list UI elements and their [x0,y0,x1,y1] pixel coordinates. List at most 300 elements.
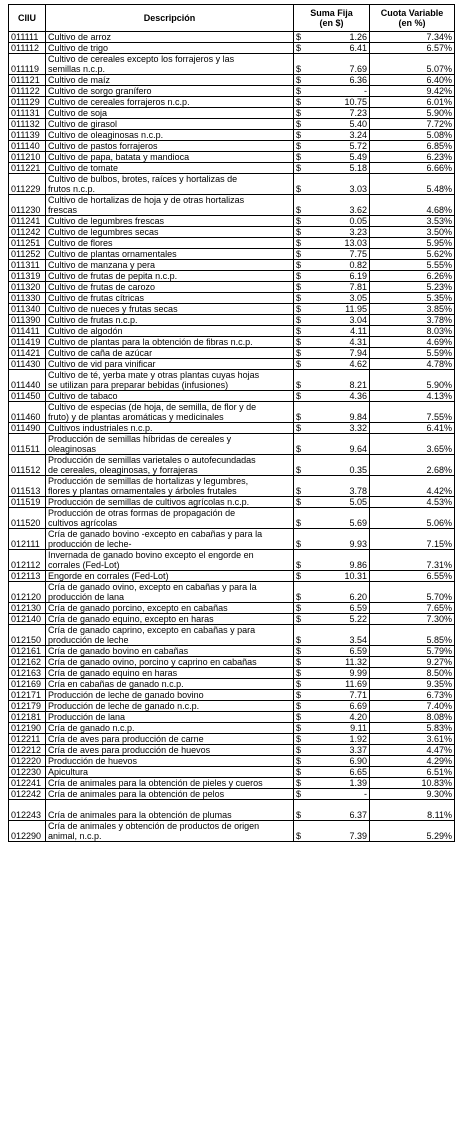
currency-symbol: $ [294,476,310,497]
description-cell [46,423,294,434]
table-body [9,32,455,842]
currency-symbol: $ [294,195,310,216]
ciiu-code-cell: 012140 [9,614,46,625]
description-cell [46,271,294,282]
table-row [9,315,455,326]
table-row [9,690,455,701]
table-row [9,238,455,249]
ciiu-code-cell: 011132 [9,119,46,130]
cuota-variable-cell: 4.42% [370,476,455,497]
suma-fija-cell: 8.21 [310,370,370,391]
suma-fija-cell: 3.03 [310,174,370,195]
ciiu-code-cell: 012111 [9,529,46,550]
suma-fija-cell: 4.62 [310,359,370,370]
suma-fija-cell: - [310,789,370,800]
description-cell [46,370,294,391]
description-cell [46,227,294,238]
table-row [9,778,455,789]
table-row [9,391,455,402]
ciiu-code-cell: 012163 [9,668,46,679]
table-row [9,370,455,391]
table-row [9,337,455,348]
cuota-variable-cell: 3.50% [370,227,455,238]
description-line: Cría de ganado bovino -excepto en cabañas y para la [48,529,263,539]
description-line: Cultivo de arroz [48,32,112,42]
ciiu-code-cell: 011490 [9,423,46,434]
description-line: Cultivo de pastos forrajeros [48,141,158,151]
cuota-variable-cell: 5.48% [370,174,455,195]
description-cell [46,789,294,800]
description-line: Cría de ganado caprino, excepto en cabañas y para [48,625,256,635]
description-line: Cultivo de oleaginosas n.c.p. [48,130,164,140]
table-row [9,174,455,195]
cuota-variable-cell: 6.23% [370,152,455,163]
suma-fija-cell: 0.35 [310,455,370,476]
currency-symbol: $ [294,402,310,423]
description-cell [46,734,294,745]
ciiu-code-cell: 011129 [9,97,46,108]
description-cell [46,32,294,43]
currency-symbol: $ [294,497,310,508]
table-row [9,508,455,529]
table-row [9,75,455,86]
currency-symbol: $ [294,216,310,227]
ciiu-code-cell: 012112 [9,550,46,571]
cuota-variable-cell: 5.06% [370,508,455,529]
ciiu-code-cell: 011440 [9,370,46,391]
currency-symbol: $ [294,690,310,701]
description-line: Cultivo de nueces y frutas secas [48,304,178,314]
table-row [9,32,455,43]
ciiu-code-cell: 012169 [9,679,46,690]
description-cell [46,326,294,337]
currency-symbol: $ [294,745,310,756]
description-cell [46,304,294,315]
ciiu-code-cell: 012162 [9,657,46,668]
description-cell [46,97,294,108]
cuota-variable-cell: 4.29% [370,756,455,767]
currency-symbol: $ [294,54,310,75]
description-cell [46,614,294,625]
description-line: Cría de ganado equino en haras [48,668,178,678]
cuota-variable-cell: 5.08% [370,130,455,141]
table-row [9,789,455,800]
description-line: animal, n.c.p. [48,831,102,841]
currency-symbol: $ [294,734,310,745]
cuota-variable-cell: 7.30% [370,614,455,625]
table-row [9,216,455,227]
cuota-variable-cell: 4.69% [370,337,455,348]
table-row [9,723,455,734]
currency-symbol: $ [294,348,310,359]
currency-symbol: $ [294,455,310,476]
cuota-variable-cell: 5.62% [370,249,455,260]
ciiu-code-cell: 011330 [9,293,46,304]
suma-fija-cell: 6.90 [310,756,370,767]
ciiu-code-cell: 011112 [9,43,46,54]
ciiu-code-cell: 011311 [9,260,46,271]
suma-fija-cell: 6.37 [310,800,370,821]
ciiu-code-cell: 011319 [9,271,46,282]
description-cell [46,282,294,293]
description-line: Cultivo de bulbos, brotes, raíces y hortalizas de [48,174,238,184]
currency-symbol: $ [294,337,310,348]
currency-symbol: $ [294,434,310,455]
ciiu-code-cell: 011513 [9,476,46,497]
description-line: producción de leche [48,635,129,645]
cuota-variable-cell: 4.13% [370,391,455,402]
suma-fija-cell: 11.69 [310,679,370,690]
ciiu-code-cell: 012212 [9,745,46,756]
description-line: Cultivo de té, yerba mate y otras plantas cuyas hojas [48,370,260,380]
table-row [9,163,455,174]
suma-fija-cell: 3.37 [310,745,370,756]
currency-symbol: $ [294,315,310,326]
description-line: Cría de animales para la obtención de pieles y cueros [48,778,263,788]
cuota-variable-cell: 6.01% [370,97,455,108]
ciiu-code-cell: 011411 [9,326,46,337]
description-cell [46,75,294,86]
suma-fija-cell: 6.19 [310,271,370,282]
suma-fija-cell: 9.99 [310,668,370,679]
currency-symbol: $ [294,249,310,260]
description-line: Cultivo de caña de azúcar [48,348,153,358]
currency-symbol: $ [294,282,310,293]
cuota-variable-cell: 5.59% [370,348,455,359]
suma-fija-cell: 1.39 [310,778,370,789]
description-line: Cultivo de tabaco [48,391,118,401]
table-row [9,304,455,315]
currency-symbol: $ [294,423,310,434]
description-line: Cultivo de maíz [48,75,111,85]
description-cell [46,238,294,249]
description-cell [46,690,294,701]
description-line: Cultivo de vid para vinificar [48,359,156,369]
cuota-variable-cell: 6.55% [370,571,455,582]
ciiu-code-cell: 012179 [9,701,46,712]
suma-fija-cell: 5.40 [310,119,370,130]
cuota-variable-cell: 5.85% [370,625,455,646]
cuota-variable-cell: 3.53% [370,216,455,227]
ciiu-code-cell: 011390 [9,315,46,326]
description-cell [46,497,294,508]
ciiu-code-cell: 011511 [9,434,46,455]
currency-symbol: $ [294,370,310,391]
table-row [9,227,455,238]
suma-fija-cell: 7.69 [310,54,370,75]
table-row [9,767,455,778]
table-row [9,86,455,97]
description-line: Cría de aves para producción de carne [48,734,204,744]
table-row [9,97,455,108]
table-row [9,821,455,842]
cuota-variable-cell: 6.51% [370,767,455,778]
description-line: Cría en cabañas de ganado n.c.p. [48,679,184,689]
ciiu-code-cell: 012161 [9,646,46,657]
table-row [9,434,455,455]
description-cell [46,216,294,227]
table-row [9,476,455,497]
currency-symbol: $ [294,723,310,734]
description-line [48,800,291,810]
currency-symbol: $ [294,821,310,842]
description-cell [46,701,294,712]
cuota-variable-cell: 4.47% [370,745,455,756]
suma-fija-cell: 4.11 [310,326,370,337]
table-header-row [9,5,455,32]
cuota-variable-cell: 4.53% [370,497,455,508]
table-row [9,455,455,476]
cuota-variable-cell: 6.41% [370,423,455,434]
description-line: cultivos agrícolas [48,518,118,528]
suma-fija-cell: 5.49 [310,152,370,163]
currency-symbol: $ [294,778,310,789]
cuota-variable-cell: 8.08% [370,712,455,723]
table-row [9,43,455,54]
suma-fija-cell: 6.69 [310,701,370,712]
ciiu-code-cell: 012241 [9,778,46,789]
table-row [9,625,455,646]
cuota-variable-cell: 5.35% [370,293,455,304]
description-line: Producción de semillas de hortalizas y legumbres, [48,476,249,486]
suma-fija-cell: 4.20 [310,712,370,723]
cuota-variable-cell: 8.11% [370,800,455,821]
description-cell [46,195,294,216]
description-cell [46,800,294,821]
description-line: Producción de huevos [48,756,138,766]
cuota-variable-cell: 5.90% [370,108,455,119]
table-row [9,571,455,582]
table-row [9,293,455,304]
description-cell [46,455,294,476]
currency-symbol: $ [294,657,310,668]
description-line: flores y plantas ornamentales y árboles frutales [48,486,237,496]
description-line: frutos n.c.p. [48,184,96,194]
table-row [9,152,455,163]
table-row [9,701,455,712]
currency-symbol: $ [294,756,310,767]
description-cell [46,529,294,550]
header-descripcion: Descripción [46,5,294,32]
description-cell [46,108,294,119]
cuota-variable-cell: 3.85% [370,304,455,315]
suma-fija-cell: 9.84 [310,402,370,423]
header-suma-fija-line2: (en $) [319,18,344,28]
suma-fija-cell: 3.62 [310,195,370,216]
suma-fija-cell: 5.69 [310,508,370,529]
table-row [9,614,455,625]
description-line: Cultivo de frutas de carozo [48,282,156,292]
ciiu-code-cell: 012290 [9,821,46,842]
currency-symbol: $ [294,789,310,800]
cuota-variable-cell: 7.31% [370,550,455,571]
cuota-variable-cell: 7.55% [370,402,455,423]
table-row [9,249,455,260]
currency-symbol: $ [294,701,310,712]
suma-fija-cell: 10.31 [310,571,370,582]
table-row [9,550,455,571]
ciiu-code-cell: 011512 [9,455,46,476]
header-suma-fija [294,5,370,32]
suma-fija-cell: 3.54 [310,625,370,646]
ciiu-code-cell: 011421 [9,348,46,359]
description-line: Cría de animales y obtención de productos de origen [48,821,260,831]
cuota-variable-cell: 9.35% [370,679,455,690]
description-line: corrales (Fed-Lot) [48,560,120,570]
currency-symbol: $ [294,668,310,679]
cuota-variable-cell: 4.68% [370,195,455,216]
cuota-variable-cell: 6.85% [370,141,455,152]
table-row [9,529,455,550]
suma-fija-cell: 9.93 [310,529,370,550]
cuota-variable-cell: 6.66% [370,163,455,174]
ciiu-code-cell: 011111 [9,32,46,43]
description-cell [46,402,294,423]
currency-symbol: $ [294,767,310,778]
cuota-variable-cell: 7.72% [370,119,455,130]
ciiu-code-cell: 011230 [9,195,46,216]
table-row [9,668,455,679]
suma-fija-cell: 0.82 [310,260,370,271]
table-row [9,141,455,152]
ciiu-code-cell: 012190 [9,723,46,734]
suma-fija-cell: 7.39 [310,821,370,842]
suma-fija-cell: 7.81 [310,282,370,293]
currency-symbol: $ [294,582,310,603]
cuota-variable-cell: 5.29% [370,821,455,842]
description-cell [46,315,294,326]
currency-symbol: $ [294,326,310,337]
description-cell [46,152,294,163]
description-cell [46,260,294,271]
suma-fija-cell: 7.75 [310,249,370,260]
suma-fija-cell: 9.64 [310,434,370,455]
cuota-variable-cell: 3.65% [370,434,455,455]
description-line: Cría de aves para producción de huevos [48,745,211,755]
suma-fija-cell: 7.94 [310,348,370,359]
table-row [9,271,455,282]
currency-symbol: $ [294,625,310,646]
cuota-variable-cell: 10.83% [370,778,455,789]
description-cell [46,603,294,614]
tariff-table [8,4,455,842]
table-row [9,712,455,723]
cuota-variable-cell: 5.23% [370,282,455,293]
currency-symbol: $ [294,130,310,141]
description-cell [46,391,294,402]
description-line: Cultivo de soja [48,108,108,118]
cuota-variable-cell: 5.70% [370,582,455,603]
currency-symbol: $ [294,293,310,304]
suma-fija-cell: 1.92 [310,734,370,745]
currency-symbol: $ [294,614,310,625]
description-cell [46,668,294,679]
currency-symbol: $ [294,238,310,249]
description-line: oleaginosas [48,444,97,454]
cuota-variable-cell: 7.40% [370,701,455,712]
ciiu-code-cell: 011241 [9,216,46,227]
description-line: Cría de ganado porcino, excepto en cabañas [48,603,228,613]
description-line: Cría de animales para la obtención de plumas [48,810,232,820]
currency-symbol: $ [294,141,310,152]
ciiu-code-cell: 012130 [9,603,46,614]
currency-symbol: $ [294,260,310,271]
description-line: Cultivo de trigo [48,43,109,53]
table-row [9,282,455,293]
description-line: producción de lana [48,592,125,602]
ciiu-code-cell: 011251 [9,238,46,249]
cuota-variable-cell: 6.26% [370,271,455,282]
suma-fija-cell: 3.78 [310,476,370,497]
cuota-variable-cell: 5.07% [370,54,455,75]
description-cell [46,646,294,657]
description-cell [46,767,294,778]
table-row [9,745,455,756]
description-line: Cría de animales para la obtención de pelos [48,789,225,799]
suma-fija-cell: 10.75 [310,97,370,108]
description-line: Cultivo de flores [48,238,113,248]
currency-symbol: $ [294,227,310,238]
header-cuota-variable-line2: (en %) [398,18,426,28]
description-cell [46,778,294,789]
description-cell [46,130,294,141]
description-cell [46,657,294,668]
description-line: Cría de ganado ovino, excepto en cabañas y para la [48,582,257,592]
currency-symbol: $ [294,304,310,315]
description-cell [46,508,294,529]
currency-symbol: $ [294,391,310,402]
description-line: Cultivo de cereales forrajeros n.c.p. [48,97,190,107]
cuota-variable-cell: 9.27% [370,657,455,668]
description-cell [46,249,294,260]
description-line: Cultivo de frutas de pepita n.c.p. [48,271,178,281]
description-line: Producción de semillas híbridas de cereales y [48,434,232,444]
description-cell [46,119,294,130]
currency-symbol: $ [294,163,310,174]
suma-fija-cell: 4.36 [310,391,370,402]
cuota-variable-cell: 5.83% [370,723,455,734]
description-line: Cultivo de girasol [48,119,118,129]
description-line: Producción de lana [48,712,126,722]
description-line: Cultivo de especias (de hoja, de semilla, de flor y de [48,402,257,412]
suma-fija-cell: 4.31 [310,337,370,348]
ciiu-code-cell: 011520 [9,508,46,529]
currency-symbol: $ [294,571,310,582]
description-cell [46,679,294,690]
description-cell [46,348,294,359]
cuota-variable-cell: 9.42% [370,86,455,97]
ciiu-code-cell: 012243 [9,800,46,821]
cuota-variable-cell: 5.95% [370,238,455,249]
currency-symbol: $ [294,86,310,97]
currency-symbol: $ [294,359,310,370]
description-cell [46,582,294,603]
currency-symbol: $ [294,603,310,614]
description-line: Cultivo de manzana y pera [48,260,156,270]
description-cell [46,359,294,370]
ciiu-code-cell: 011221 [9,163,46,174]
ciiu-code-cell: 011140 [9,141,46,152]
table-row [9,657,455,668]
description-line: Invernada de ganado bovino excepto el engorde en [48,550,254,560]
cuota-variable-cell: 6.40% [370,75,455,86]
suma-fija-cell: 6.41 [310,43,370,54]
description-cell [46,550,294,571]
cuota-variable-cell: 9.30% [370,789,455,800]
description-line: Producción de semillas de cultivos agrícolas n.c.p. [48,497,250,507]
header-cuota-variable-line1: Cuota Variable [380,8,444,18]
table-row [9,326,455,337]
